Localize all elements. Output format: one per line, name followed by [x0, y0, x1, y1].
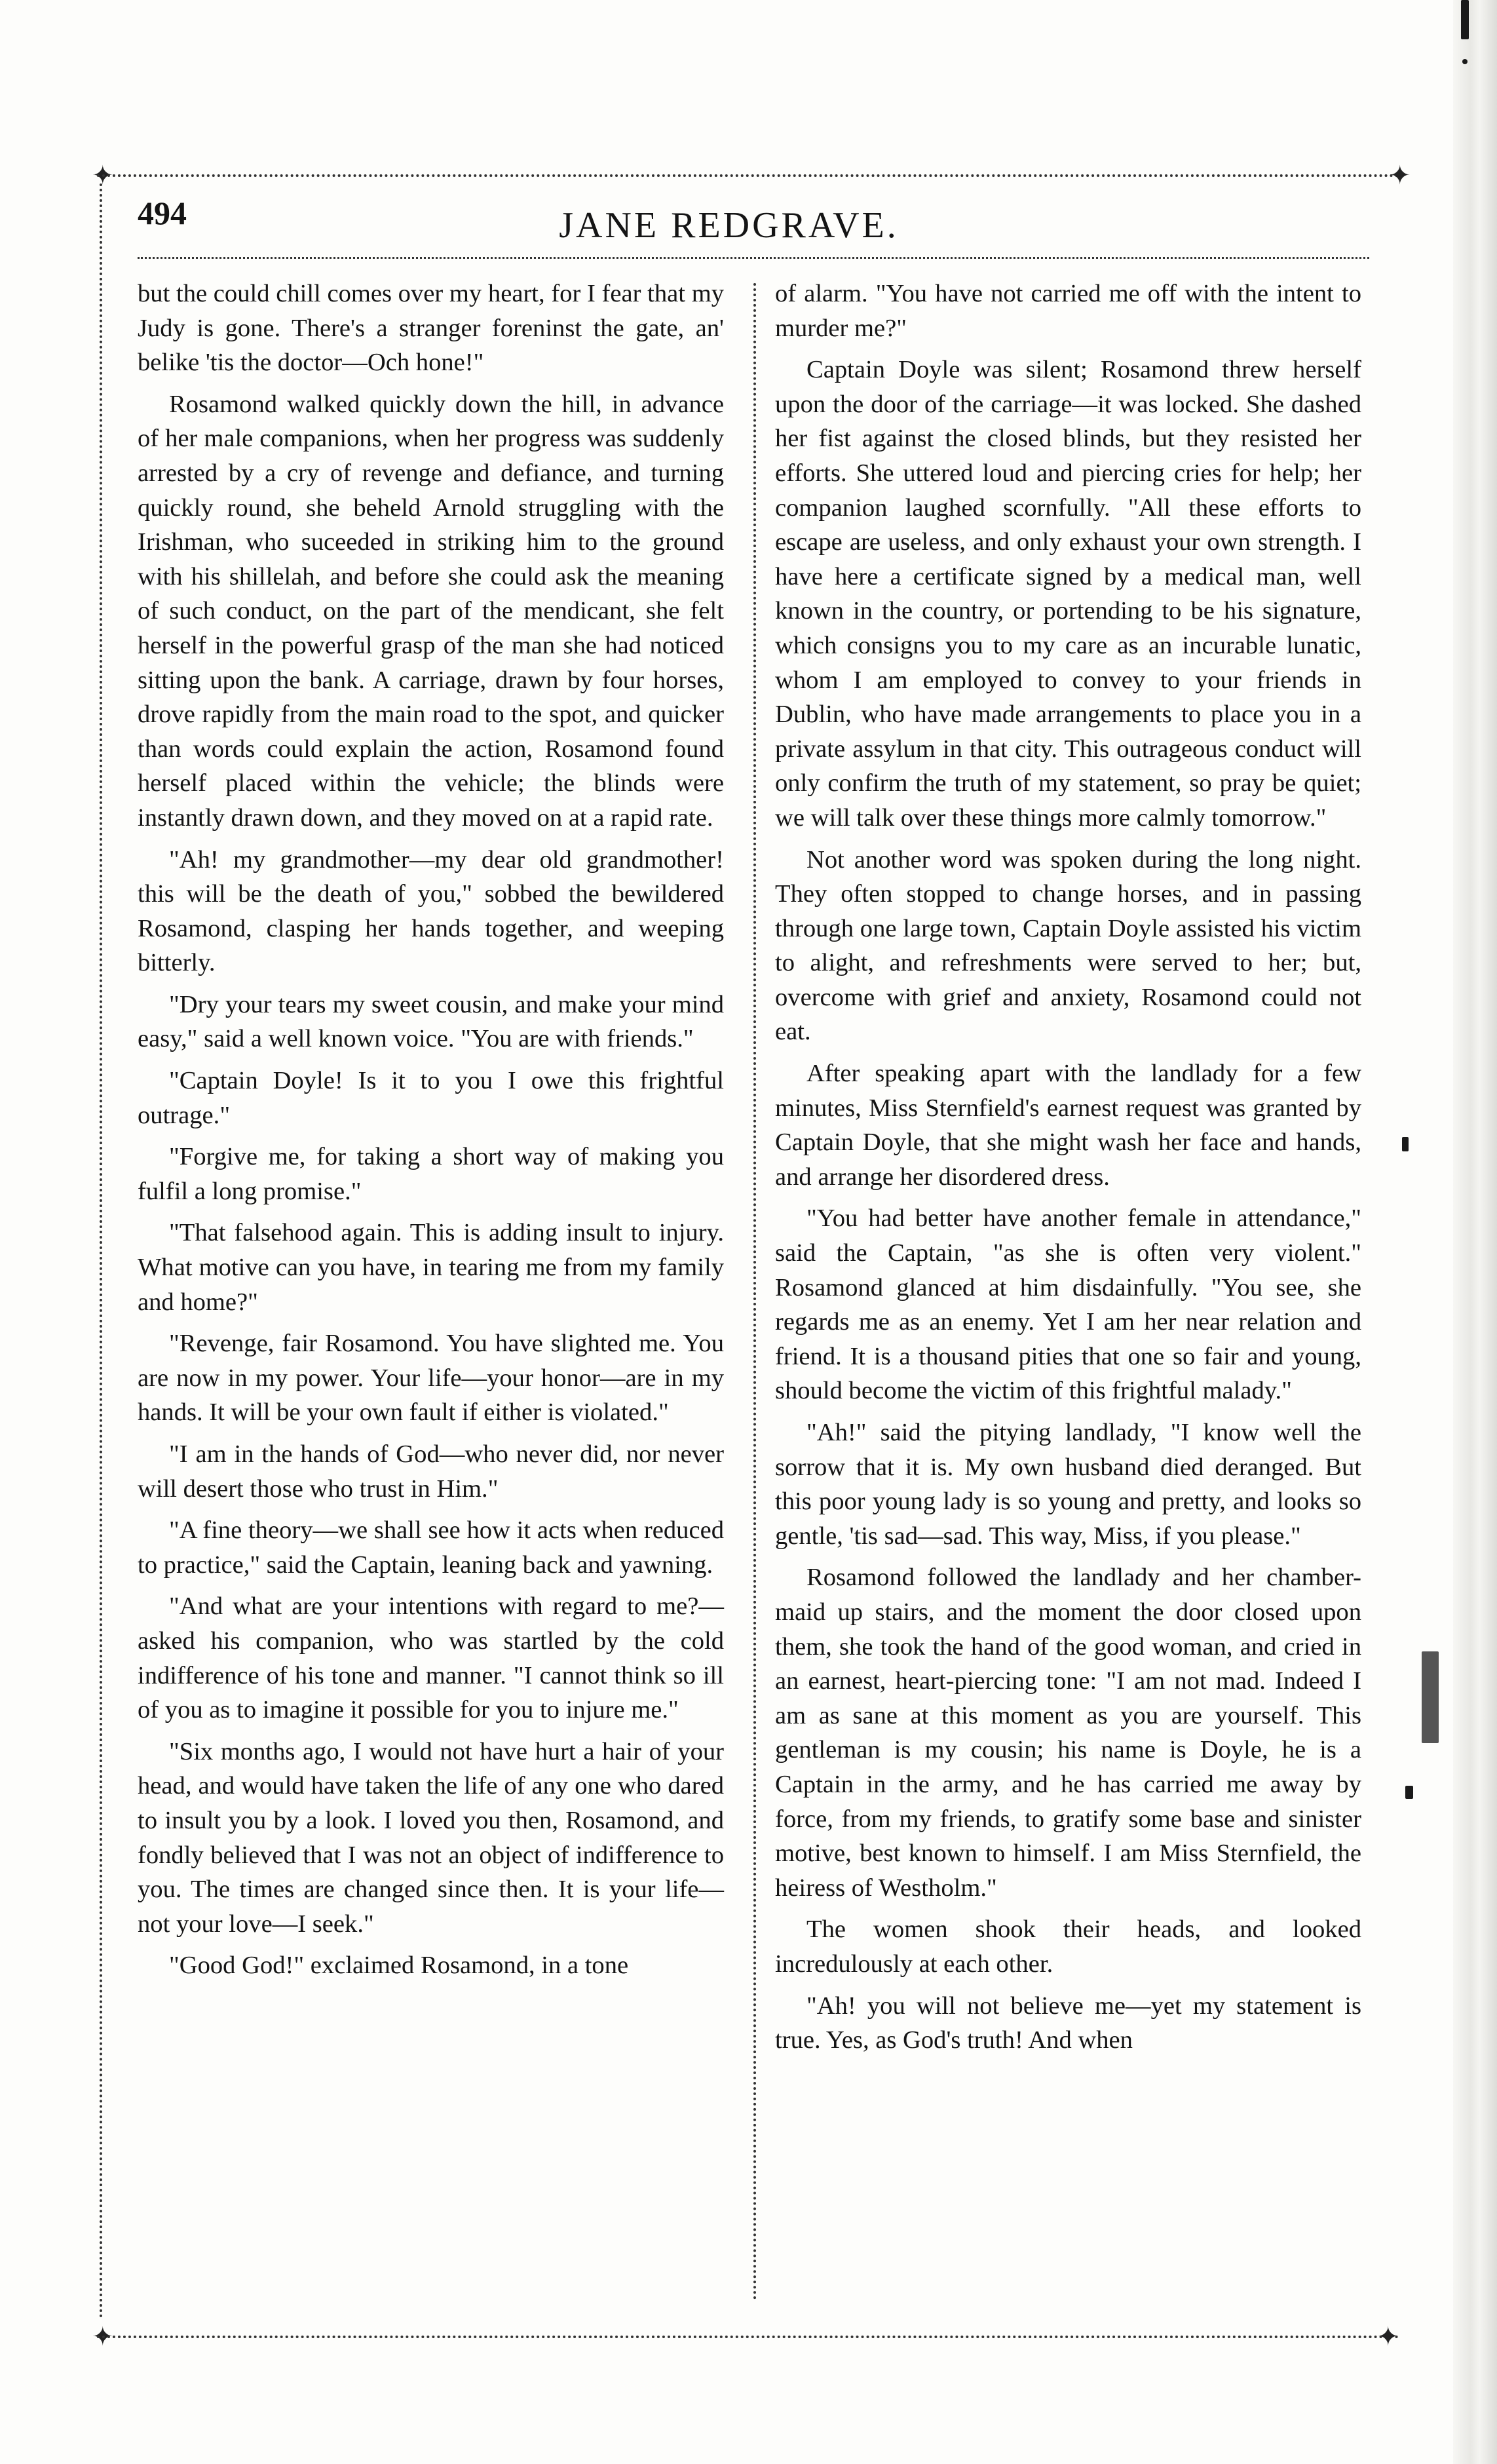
paragraph: "You had better have another female in attendance," said the Captain, "as she is often very violent." Rosamond glanced at him disdainfully. "You see, she regards me as an enemy. Yet I am her near relation and friend. It is a thousand pities that one so fair and young, should become the victim of this frightful malady." [775, 1204, 1361, 1405]
paragraph: "Revenge, fair Rosamond. You have slighted me. You are now in my power. Your life—your honor—are in my hands. It will be your own fault if either is violated." [138, 1330, 724, 1427]
paragraph: "Six months ago, I would not have hurt a hair of your head, and would have taken the life of any one who dared to insult you by a look. I loved you then, Rosamond, and fondly believed that I was not an object of indifference to you. The times are changed since then. It is your life—not your love—I seek." [138, 1737, 724, 1938]
corner-ornament-icon: ✦ [1377, 2322, 1399, 2352]
page-edge-shadow [1453, 0, 1497, 2464]
paragraph: "Ah! you will not believe me—yet my statement is true. Yes, as God's truth! And when [775, 1992, 1361, 2054]
edge-speck [1422, 1651, 1439, 1743]
paragraph: "Good God!" exclaimed Rosamond, in a tone [169, 1952, 629, 1980]
running-title: JANE REDGRAVE. [559, 205, 899, 246]
paragraph: "Dry your tears my sweet cousin, and make your mind easy," said a well known voice. "You are with friends." [138, 990, 724, 1053]
edge-speck [1461, 0, 1469, 39]
paragraph: "That falsehood again. This is adding insult to injury. What motive can you have, in tearing me from my family and home?" [138, 1219, 724, 1316]
column-separator-rule [753, 283, 756, 2301]
paragraph: but the could chill comes over my heart, for I fear that my Judy is gone. There's a stranger foreninst the gate, an' belike 'tis the doctor—Och hone!" [138, 280, 724, 377]
left-column [138, 277, 724, 1990]
edge-speck [1462, 59, 1468, 64]
bottom-border-rule [97, 2336, 1399, 2338]
left-frame-rule [100, 183, 102, 2320]
paragraph: Rosamond walked quickly down the hill, in advance of her male companions, when her progress was suddenly arrested by a cry of revenge and defiance, and turning quickly round, she beheld Arnold struggling with the Irishman, who suceeded in striking him to the ground with his shillelah, and before she could ask the meaning of such conduct, on the part of the mendicant, she felt herself in the powerful grasp of the man she had noticed sitting upon the bank. A carriage, drawn by four horses, drove rapidly from the main road to the spot, and quicker than words could explain the action, Rosamond found herself placed within the vehicle; the blinds were instantly drawn down, and they moved on at a rapid rate. [138, 390, 724, 832]
paragraph: "I am in the hands of God—who never did, nor never will desert those who trust in Him." [138, 1440, 724, 1503]
paragraph: "And what are your intentions with regard to me?—asked his companion, who was startled by the cold indifference of his tone and manner. "I cannot think so ill of you as to imagine it possible for you to injure me." [138, 1592, 724, 1724]
paragraph: "Forgive me, for taking a short way of making you fulfil a long promise." [138, 1143, 724, 1205]
corner-ornament-icon: ✦ [92, 161, 114, 191]
paragraph: of alarm. "You have not carried me off with the intent to murder me?" [775, 280, 1361, 342]
edge-speck [1402, 1137, 1409, 1151]
page-number: 494 [138, 195, 187, 231]
header-underline-rule [138, 257, 1369, 259]
top-border-rule [97, 174, 1399, 177]
edge-speck [1405, 1786, 1413, 1799]
paragraph: "Ah!" said the pitying landlady, "I know well the sorrow that it is. My own husband died deranged. But this poor young lady is so young and pretty, and looks so gentle, 'tis sad—sad. This way, Miss, if you please." [775, 1419, 1361, 1550]
right-column [775, 277, 1361, 2065]
paragraph: "Captain Doyle! Is it to you I owe this frightful outrage." [138, 1067, 724, 1129]
paragraph: Captain Doyle was silent; Rosamond threw herself upon the door of the carriage—it was locked. She dashed her fist against the closed blinds, but they resisted her efforts. She uttered loud and piercing cries for help; her companion laughed scornfully. "All these efforts to escape are useless, and only exhaust your own strength. I have here a certificate signed by a medical man, well known in the country, or portending to be his signature, which consigns you to my care as an incurable lunatic, whom I am employed to convey to your friends in Dublin, who have made arrangements to place you in a private assylum in that city. This outrageous conduct will only confirm the truth of my statement, so pray be quiet; we will talk over these things more calmly tomorrow." [775, 356, 1361, 832]
corner-ornament-icon: ✦ [1389, 161, 1411, 191]
paragraph: Rosamond followed the landlady and her chamber-maid up stairs, and the moment the door closed upon them, she took the hand of the good woman, and cried in an earnest, heart-piercing tone: "I am not mad. Indeed I am as sane at this moment as you are yourself. This gentleman is my cousin; his name is Doyle, he is a Captain in the army, and he has carried me away by force, from my friends, to gratify some base and sinister motive, best known to himself. I am Miss Sternfield, the heiress of Westholm." [775, 1564, 1361, 1902]
paragraph: "Ah! my grandmother—my dear old grandmother! this will be the death of you," sobbed the bewildered Rosamond, clasping her hands together, and weeping bitterly. [138, 845, 724, 977]
paragraph: After speaking apart with the landlady for a few minutes, Miss Sternfield's earnest request was granted by Captain Doyle, that she might wash her face and hands, and arrange her disordered dress. [775, 1060, 1361, 1191]
paragraph: The women shook their heads, and looked incredulously at each other. [775, 1915, 1361, 1978]
paragraph: "A fine theory—we shall see how it acts when reduced to practice," said the Captain, leaning back and yawning. [138, 1516, 724, 1579]
corner-ornament-icon: ✦ [92, 2322, 114, 2352]
paragraph: Not another word was spoken during the long night. They often stopped to change horses, and in passing through one large town, Captain Doyle assisted his victim to alight, and refreshments were served to her; but, overcome with grief and anxiety, Rosamond could not eat. [775, 845, 1361, 1046]
